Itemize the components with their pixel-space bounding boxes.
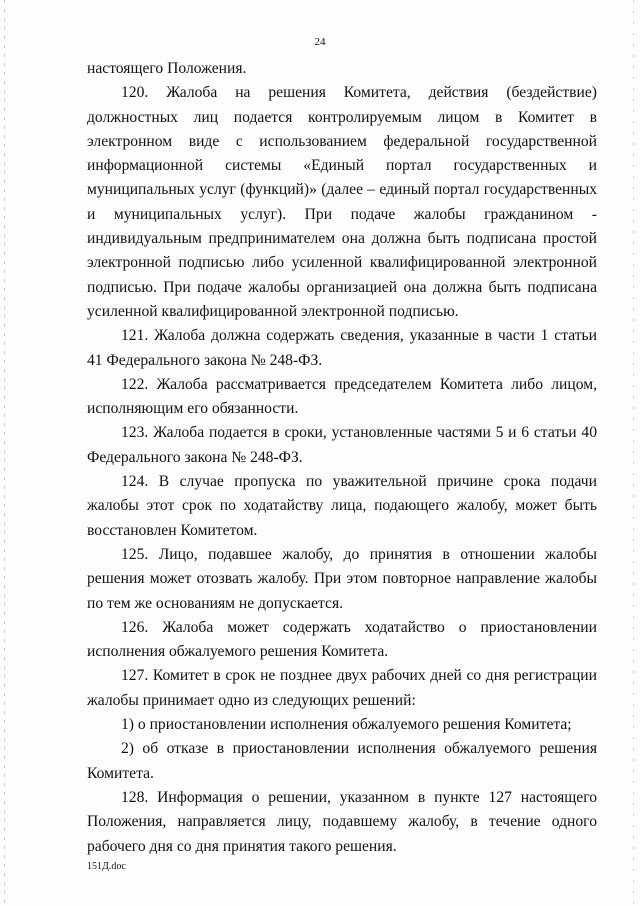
scan-edge-right (633, 0, 634, 905)
paragraph-127-item-1: 1) о приостановлении исполнения обжалуемого решения Комитета; (121, 716, 572, 734)
scan-edge-left (4, 0, 5, 905)
paragraph-123: 123. Жалоба подается в сроки, установленные частями 5 и 6 статьи 40 Федерального закона № 248-ФЗ. (87, 424, 597, 466)
page-number: 24 (314, 36, 326, 48)
paragraph-127: 127. Комитет в срок не позднее двух рабочих дней со дня регистрации жалобы принимает одно из следующих решений: (87, 667, 597, 709)
paragraph-128: 128. Информация о решении, указанном в пункте 127 настоящего Положения, направляется лицу, подавшему жалобу, в течение одного рабочего дня со дня принятия такого решения. (87, 788, 597, 855)
paragraph-126: 126. Жалоба может содержать ходатайство о приостановлении исполнения обжалуемого решения Комитета. (87, 618, 597, 661)
paragraph-121: 121. Жалоба должна содержать сведения, указанные в части 1 статьи 41 Федерального закона № 248-ФЗ. (87, 327, 597, 369)
paragraph-124: 124. В случае пропуска по уважительной причине срока подачи жалобы этот срок по ходатайству лица, подающего жалобу, может быть восстановлен Комитетом. (87, 473, 597, 539)
document-body (87, 57, 597, 859)
footer-filename: 151Д.doc (87, 861, 126, 872)
paragraph-120: 120. Жалоба на решения Комитета, действия (бездействие) должностных лиц подается контролируемым лицом в Комитет в электронном виде с использованием федеральной государственной информационной системы «Единый портал государственных и муниципальных услуг (функций)» (далее – единый портал государственных и муниципальных услуг). При подаче жалобы гражданином - индивидуальным предпринимателем она должна быть подписана простой электронной подписью либо усиленной квалифицированной электронной подписью. При подаче жалобы организацией она должна быть подписана усиленной квалифицированной электронной подписью. (87, 84, 597, 320)
paragraph-122: 122. Жалоба рассматривается председателем Комитета либо лицом, исполняющим его обязанности. (87, 375, 597, 418)
paragraph-127-item-2: 2) об отказе в приостановлении исполнения обжалуемого решения Комитета. (87, 740, 597, 782)
paragraph-125: 125. Лицо, подавшее жалобу, до принятия в отношении жалобы решения может отозвать жалобу. При этом повторное направление жалобы по тем же основаниям не допускается. (87, 545, 597, 612)
paragraph-continuation: настоящего Положения. (87, 60, 247, 77)
